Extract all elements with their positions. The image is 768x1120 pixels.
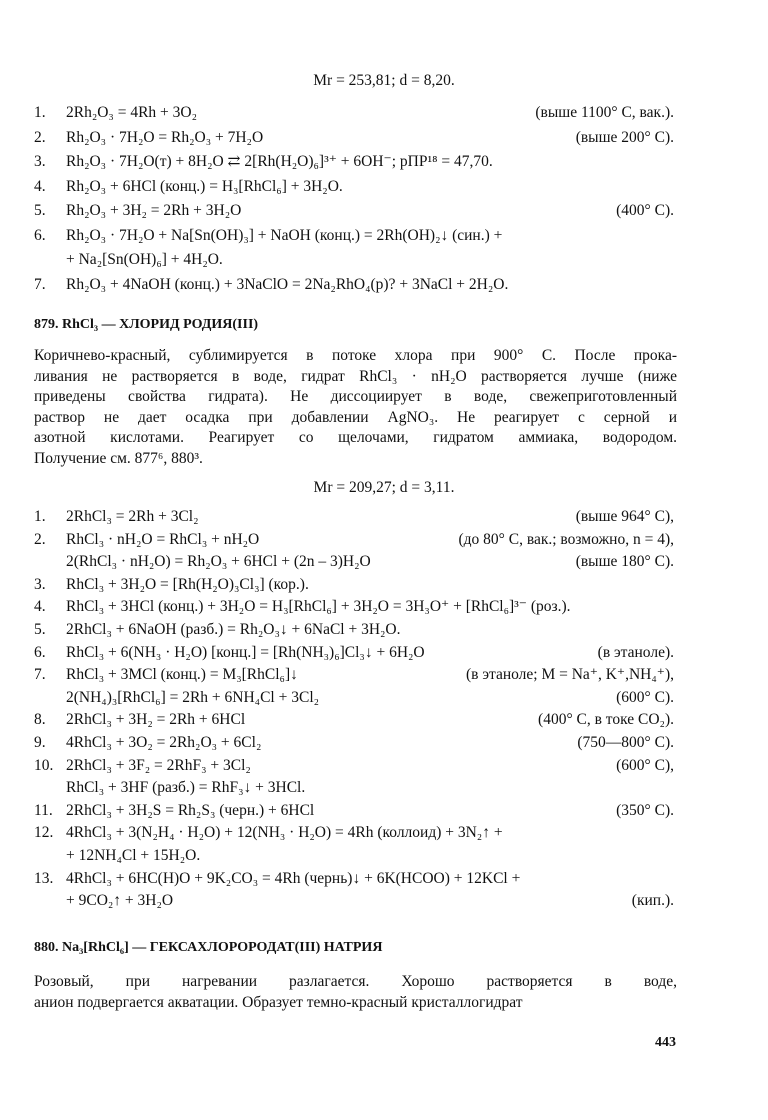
molar-mass-density-879: Mr = 209,27; d = 3,11.: [313, 479, 455, 496]
page-number: 443: [655, 1035, 676, 1050]
reaction-condition: (350° С).: [616, 801, 674, 819]
paragraph-line: азотной кислотами. Реагирует со щелочами, гидратом аммиака, водородом.: [34, 429, 677, 446]
reaction-number: 10.: [34, 756, 54, 774]
reaction-number: 2.: [34, 128, 46, 146]
paragraph-line: Коричнево-красный, сублимируется в потоке хлора при 900° С. После прока-: [34, 347, 677, 364]
reaction-equation: Rh₂O₃ · 7H₂O(т) + 8H₂O ⇄ 2[Rh(H₂O)₆]³⁺ + 6OH⁻; pПР¹⁸ = 47,70.: [66, 153, 493, 170]
reaction-condition: (400° С, в токе CO₂).: [538, 711, 674, 729]
reaction-equation: 2RhCl₃ + 3H₂ = 2Rh + 6HCl: [66, 711, 246, 729]
section-header-879: 879. RhCl₃ — ХЛОРИД РОДИЯ(III): [34, 317, 259, 332]
reaction-number: 7.: [34, 666, 46, 684]
reaction-equation: RhCl₃ + 3HF (разб.) = RhF₃↓ + 3HCl.: [66, 779, 306, 797]
reaction-equation: Rh₂O₃ · 7H₂O = Rh₂O₃ + 7H₂O: [66, 128, 264, 146]
reaction-equation: Rh₂O₃ + 4NaOH (конц.) + 3NaClO = 2Na₂RhO₄(р)? + 3NaCl + 2H₂O.: [66, 275, 509, 293]
reaction-equation: Rh₂O₃ + 3H₂ = 2Rh + 3H₂O: [66, 202, 242, 219]
reaction-equation: RhCl₃ + 3MCl (конц.) = M₃[RhCl₆]↓: [66, 666, 298, 684]
reaction-equation: + 9CO₂↑ + 3H₂O: [66, 892, 174, 910]
reaction-number: 7.: [34, 275, 46, 293]
reaction-condition: (выше 964° С),: [575, 508, 674, 525]
reaction-equation: 2RhCl₃ = 2Rh + 3Cl₂: [66, 508, 199, 525]
paragraph-line: Получение см. 877⁶, 880³.: [34, 449, 203, 467]
molar-mass-density-878: Mr = 253,81; d = 8,20.: [313, 72, 455, 89]
reaction-number: 5.: [34, 202, 46, 219]
reaction-condition: (в этаноле; M = Na⁺, K⁺,NH₄⁺),: [465, 666, 674, 684]
reaction-condition: (выше 1100° С, вак.).: [535, 104, 674, 121]
reaction-number: 8.: [34, 711, 46, 729]
reaction-equation: 4RhCl₃ + 6HC(H)O + 9K₂CO₃ = 4Rh (чернь)↓ + 6K(HCOO) + 12KCl +: [66, 869, 521, 887]
reaction-number: 1.: [34, 508, 46, 525]
reaction-condition: (выше 180° С).: [575, 553, 674, 571]
reaction-equation: 4RhCl₃ + 3O₂ = 2Rh₂O₃ + 6Cl₂: [66, 734, 262, 751]
reaction-condition: (кип.).: [631, 892, 674, 910]
section-header-880: 880. Na₃[RhCl₆] — ГЕКСАХЛОРОРОДАТ(III) НАТРИЯ: [34, 940, 383, 955]
reaction-number: 9.: [34, 734, 46, 751]
paragraph-line: анион подвергается акватации. Образует темно-красный кристаллогидрат: [34, 993, 523, 1011]
reaction-number: 12.: [34, 824, 54, 842]
reaction-condition: (600° С),: [616, 756, 674, 774]
reaction-number: 13.: [34, 869, 54, 887]
reaction-number: 2.: [34, 530, 46, 548]
reaction-equation: 2(RhCl₃ · nH₂O) = Rh₂O₃ + 6HCl + (2n – 3)H₂O: [66, 553, 371, 571]
reaction-number: 11.: [34, 801, 53, 819]
reaction-condition: (выше 200° С).: [575, 128, 674, 146]
reaction-equation: RhCl₃ + 3H₂O = [Rh(H₂O)₃Cl₃] (кор.).: [66, 575, 309, 593]
reaction-number: 4.: [34, 598, 46, 616]
description-879: [34, 346, 677, 469]
paragraph-line: Розовый, при нагревании разлагается. Хорошо растворяется в воде,: [34, 973, 677, 990]
reaction-equation: Rh₂O₃ + 6HCl (конц.) = H₃[RhCl₆] + 3H₂O.: [66, 177, 343, 195]
reaction-equation: 4RhCl₃ + 3(N₂H₄ · H₂O) + 12(NH₃ · H₂O) = 4Rh (коллоид) + 3N₂↑ +: [66, 824, 503, 842]
reaction-number: 3.: [34, 153, 46, 170]
reaction-number: 4.: [34, 177, 46, 195]
reaction-condition: (400° С).: [616, 202, 674, 219]
reaction-equation: RhCl₃ + 3HCl (конц.) + 3H₂O = H₃[RhCl₆] + 3H₂O = 3H₃O⁺ + [RhCl₆]³⁻ (роз.).: [66, 598, 571, 616]
reaction-condition: (до 80° С, вак.; возможно, n = 4),: [458, 530, 674, 548]
reaction-condition: (в этаноле).: [597, 643, 674, 661]
reaction-number: 3.: [34, 575, 46, 593]
description-880: [34, 972, 677, 1013]
reaction-equation: 2RhCl₃ + 3H₂S = Rh₂S₃ (черн.) + 6HCl: [66, 801, 315, 819]
reaction-equation: RhCl₃ · nH₂O = RhCl₃ + nH₂O: [66, 530, 260, 548]
paragraph-line: раствор не дает осадка при добавлении AgNO₃. Не реагирует с серной и: [34, 408, 677, 426]
reaction-number: 6.: [34, 226, 46, 244]
reaction-equation: 2RhCl₃ + 6NaOH (разб.) = Rh₂O₃↓ + 6NaCl + 3H₂O.: [66, 621, 401, 638]
reaction-equation: + 12NH₄Cl + 15H₂O.: [66, 847, 201, 864]
reaction-number: 1.: [34, 104, 46, 121]
reaction-condition: (750—800° С).: [577, 734, 674, 751]
reaction-condition: (600° С).: [616, 688, 674, 706]
reaction-equation: 2(NH₄)₃[RhCl₆] = 2Rh + 6NH₄Cl + 3Cl₂: [66, 688, 320, 706]
reaction-equation: + Na₂[Sn(OH)₆] + 4H₂O.: [66, 251, 223, 268]
reaction-equation: Rh₂O₃ · 7H₂O + Na[Sn(OH)₃] + NaOH (конц.) = 2Rh(OH)₂↓ (син.) +: [66, 226, 503, 244]
paragraph-line: приведены свойства гидрата). Не диссоциирует в воде, свежеприготовленный: [34, 388, 677, 405]
reaction-number: 5.: [34, 621, 46, 638]
reaction-equation: RhCl₃ + 6(NH₃ · H₂O) [конц.] = [Rh(NH₃)₆]Cl₃↓ + 6H₂O: [66, 643, 425, 661]
reaction-number: 6.: [34, 643, 46, 661]
reaction-equation: 2RhCl₃ + 3F₂ = 2RhF₃ + 3Cl₂: [66, 756, 251, 774]
reaction-equation: 2Rh₂O₃ = 4Rh + 3O₂: [66, 104, 198, 121]
paragraph-line: ливания не растворяется в воде, гидрат RhCl₃ · nH₂O растворяется лучше (ниже: [34, 367, 677, 385]
